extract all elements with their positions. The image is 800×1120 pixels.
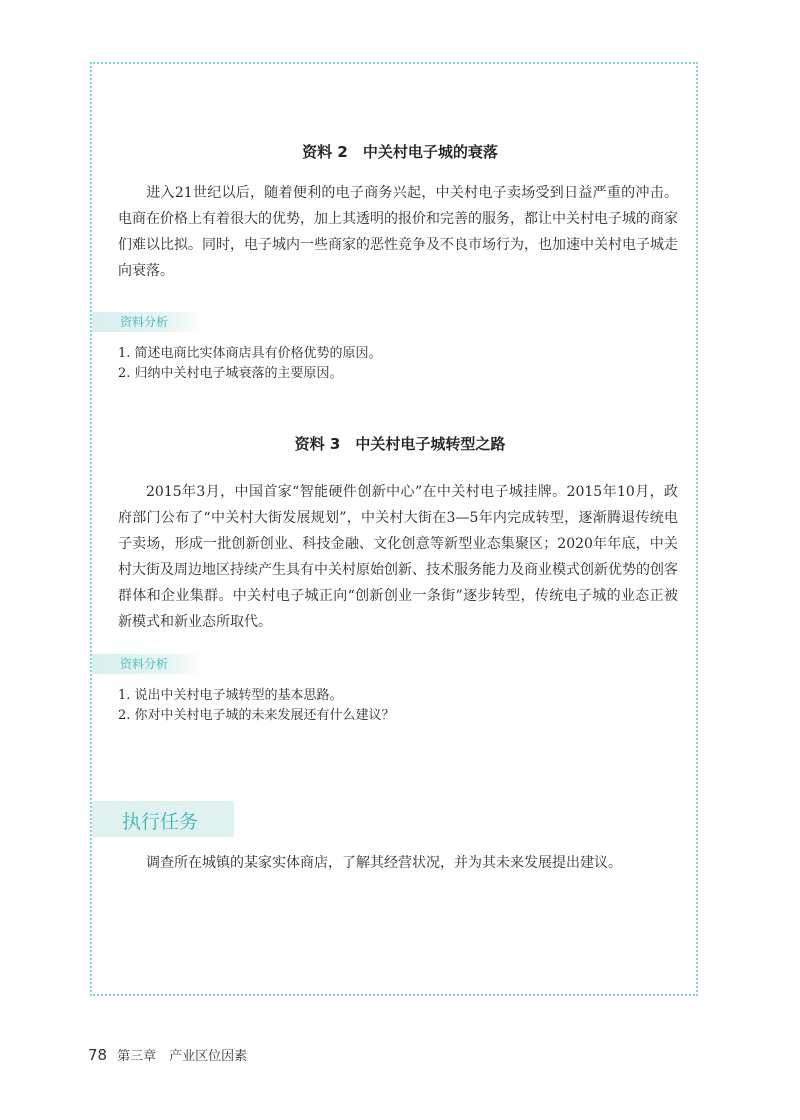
analysis2-label: 资料分析 [120,657,169,671]
chapter-title: 第三章 产业区位因素 [117,1049,248,1064]
list-item: 1. 简述电商比实体商店具有价格优势的原因。 [118,346,382,361]
analysis1-tag [92,312,202,332]
task-text: 调查所在城镇的某家实体商店，了解其经营状况，并为其未来发展提出建议。 [146,855,622,871]
page-footer [88,1045,247,1064]
analysis2-questions [118,686,678,726]
list-item: 2. 你对中关村电子城的未来发展还有什么建议？ [118,708,395,723]
material3-text: 2015年3月，中国首家“智能硬件创新中心”在中关村电子城挂牌。2015年10月，政府部门公布了“中关村大街发展规划”，中关村大街在3—5年内完成转型，逐渐腾退传统电子卖场，形成一批创新创业、科技金融、文化创意等新型业态集聚区；2020年年底，中关村大街及周边地区持续产生具有中关村原始创新、技术服务能力及商业模式创新优势的创客群体和企业集群。中关村电子城正向“创新创业一条街”逐步转型，传统电子城的业态正被新模式和新业态所取代。 [118,484,678,630]
material3-title: 资料 3 中关村电子城转型之路 [294,435,506,453]
analysis1-questions [118,344,678,384]
task-label: 执行任务 [122,811,199,833]
material2-paragraph [118,180,678,284]
list-item: 1. 说出中关村电子城转型的基本思路。 [118,688,343,703]
task-header [92,801,234,837]
material3-paragraph [118,479,678,635]
list-item: 2. 归纳中关村电子城衰落的主要原因。 [118,366,343,381]
material2-text: 进入21世纪以后，随着便利的电子商务兴起，中关村电子卖场受到日益严重的冲击。电商在价格上有着很大的优势，加上其透明的报价和完善的服务，都让中关村电子城的商家们难以比拟。同时，电子城内一些商家的恶性竞争及不良市场行为，也加速中关村电子城走向衰落。 [118,185,678,279]
page-number: 78 [88,1046,108,1064]
material2-title: 资料 2 中关村电子城的衰落 [302,143,498,161]
analysis1-label: 资料分析 [120,315,169,329]
analysis2-tag [92,654,202,674]
